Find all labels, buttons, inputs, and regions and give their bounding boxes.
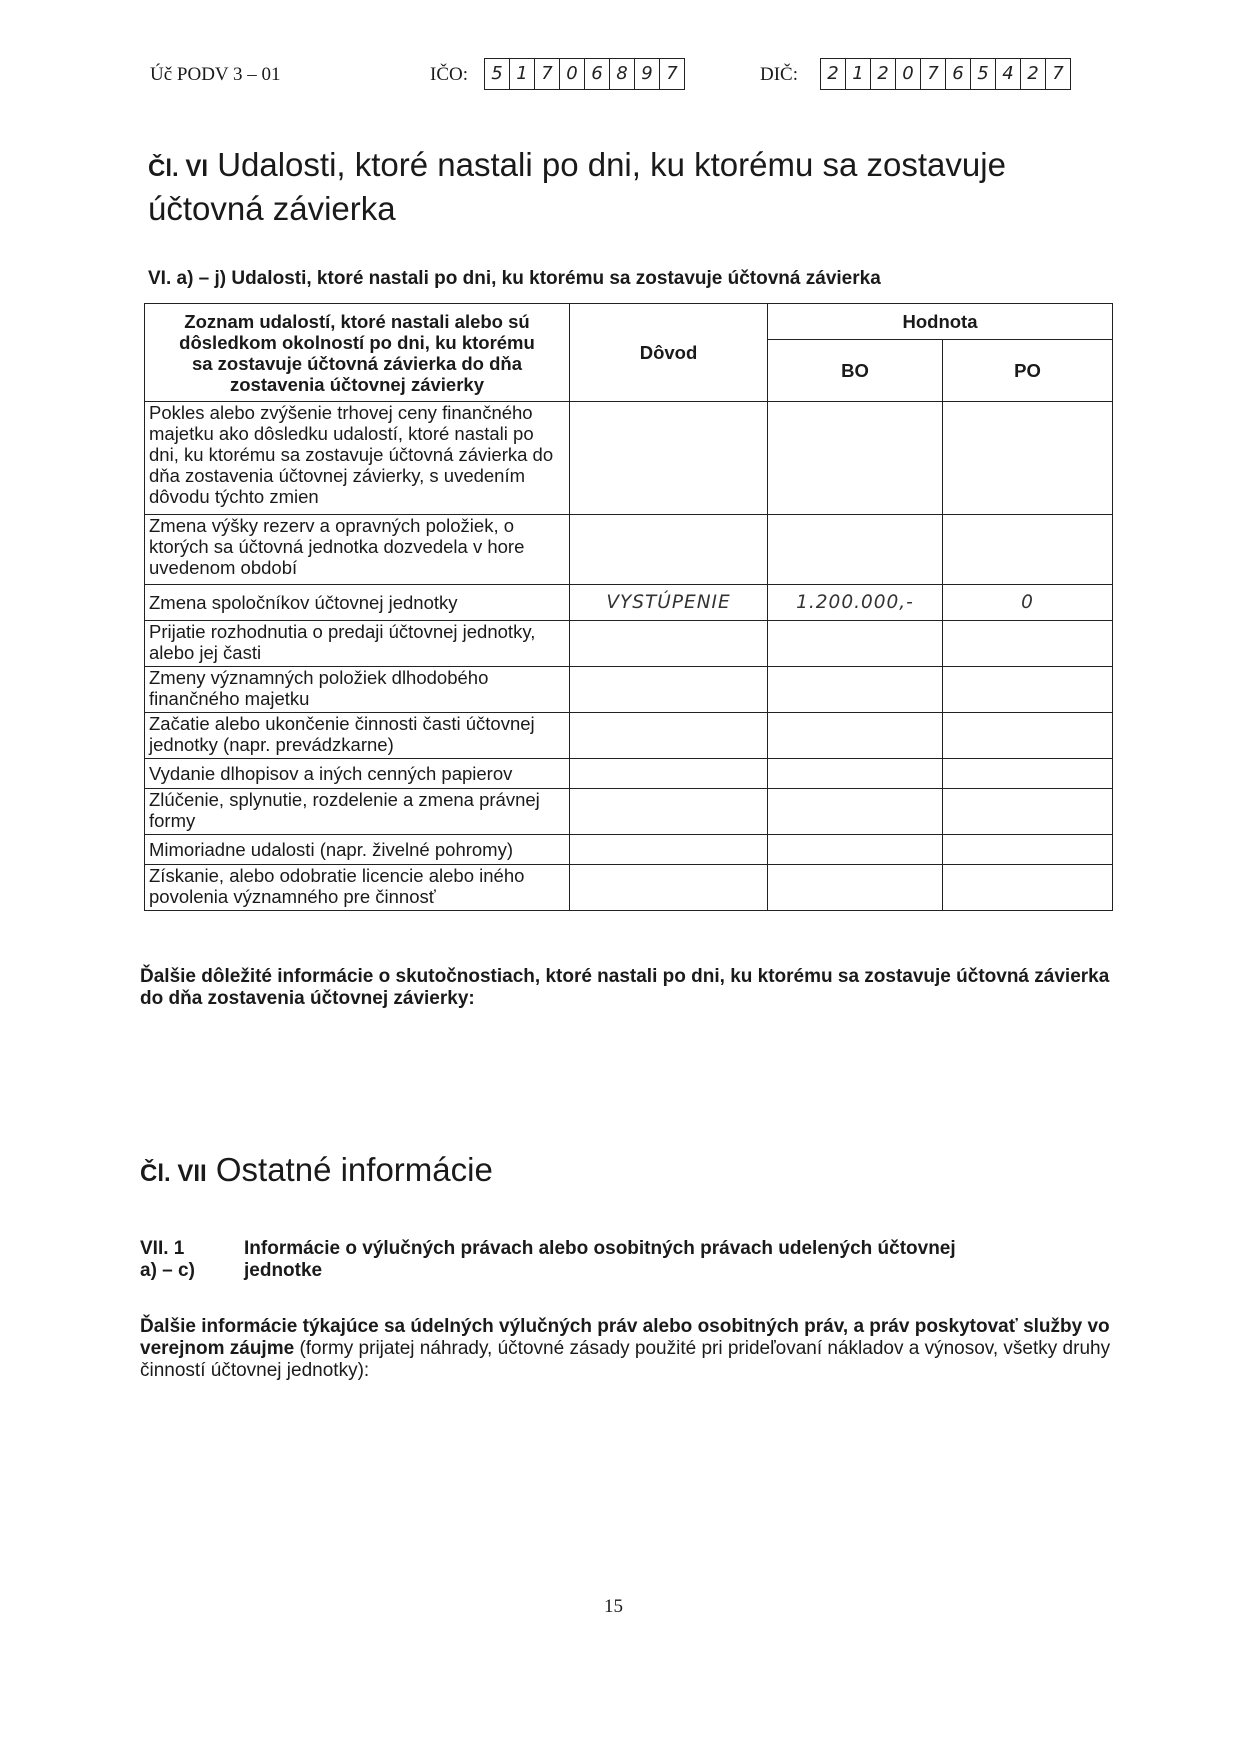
ico-digit: 8 [610, 59, 635, 89]
events-table [144, 303, 1113, 911]
section-6-title [148, 145, 1006, 229]
table-row [145, 713, 1113, 759]
section-7-title [140, 1150, 493, 1194]
dic-digit: 7 [1052, 63, 1064, 84]
po-cell [943, 865, 1113, 911]
po-cell [943, 515, 1113, 585]
reason-cell [570, 621, 768, 667]
ico-digit: 5 [485, 59, 510, 89]
po-cell [943, 621, 1113, 667]
bo-cell [768, 667, 943, 713]
event-cell: Získanie, alebo odobratie licencie alebo iného povolenia významného pre činnosť [145, 865, 570, 911]
event-cell: Začatie alebo ukončenie činnosti časti účtovnej jednotky (napr. prevádzkarne) [145, 713, 570, 759]
events-column-header: Zoznam udalostí, ktoré nastali alebo sú dôsledkom okolností po dni, ku ktorému sa zostavuje účtovná závierka do dňa zostavenia účtovnej závierky [145, 304, 570, 402]
item-title-line1: Informácie o výlučných právach alebo osobitných právach udelených účtovnej [244, 1238, 956, 1259]
reason-cell [570, 835, 768, 865]
section-6-title-line1: Udalosti, ktoré nastali po dni, ku ktorému sa zostavuje [217, 146, 1006, 183]
dic-digit: 5 [971, 59, 996, 89]
section-7-info-bold: Ďalšie informácie týkajúce sa údelných výlučných práv alebo osobitných práv, a práv poskytovať služby vo verejnom záujme [140, 1316, 1110, 1359]
table-row [145, 585, 1113, 621]
bo-cell [768, 865, 943, 911]
dic-digit: 2 [871, 59, 896, 89]
ico-digit: 9 [635, 59, 660, 89]
reason-column-header: Dôvod [570, 304, 768, 402]
table-row [145, 621, 1113, 667]
dic-digit: 6 [946, 59, 971, 89]
bo-cell [768, 789, 943, 835]
po-cell [943, 402, 1113, 515]
item-number-line1: VII. 1 [140, 1238, 185, 1259]
reason-cell [570, 667, 768, 713]
bo-cell [768, 621, 943, 667]
table-row [145, 759, 1113, 789]
event-cell: Zmena spoločníkov účtovnej jednotky [145, 585, 570, 621]
dic-digit: 7 [921, 59, 946, 89]
dic-label: DIČ: [760, 64, 798, 85]
reason-cell [570, 402, 768, 515]
ico-boxes [484, 58, 685, 90]
reason-cell [570, 759, 768, 789]
ico-digit: 0 [560, 59, 585, 89]
item-7-1-title [244, 1238, 1124, 1282]
dic-digit: 2 [821, 59, 846, 89]
item-title-line2: jednotke [244, 1260, 323, 1281]
bo-cell [768, 713, 943, 759]
reason-cell [570, 515, 768, 585]
table-row [145, 865, 1113, 911]
table-row [145, 789, 1113, 835]
bo-cell-handwritten: 1.200.000,- [768, 585, 943, 621]
bo-cell [768, 835, 943, 865]
dic-digit: 4 [996, 59, 1021, 89]
additional-info-heading: Ďalšie dôležité informácie o skutočnostiach, ktoré nastali po dni, ku ktorému sa zostavuje účtovná závierka do dňa zostavenia účtovnej závierky: [140, 966, 1110, 1009]
item-number-line2: a) – c) [140, 1260, 195, 1281]
table-row [145, 402, 1113, 515]
section-7-title-text: Ostatné informácie [215, 1151, 493, 1188]
po-cell [943, 789, 1113, 835]
reason-cell-handwritten: VYSTÚPENIE [570, 585, 768, 621]
event-cell: Pokles alebo zvýšenie trhovej ceny finančného majetku ako dôsledku udalostí, ktoré nastali po dni, ku ktorému sa zostavuje účtovná závierka do dňa zostavenia účtovnej závierky, s uvedením dôvodu týchto zmien [145, 402, 570, 515]
event-cell: Vydanie dlhopisov a iných cenných papierov [145, 759, 570, 789]
po-cell [943, 759, 1113, 789]
value-column-header: Hodnota [768, 304, 1113, 340]
bo-cell [768, 515, 943, 585]
page-number: 15 [604, 1596, 623, 1617]
document-code: Úč PODV 3 – 01 [150, 64, 281, 85]
bo-cell [768, 402, 943, 515]
bo-cell [768, 759, 943, 789]
event-cell: Zlúčenie, splynutie, rozdelenie a zmena právnej formy [145, 789, 570, 835]
event-cell: Zmeny významných položiek dlhodobého finančného majetku [145, 667, 570, 713]
section-7-info-paragraph [140, 1316, 1120, 1382]
po-cell [943, 667, 1113, 713]
ico-digit: 1 [510, 59, 535, 89]
po-cell [943, 835, 1113, 865]
reason-cell [570, 713, 768, 759]
event-cell: Mimoriadne udalosti (napr. živelné pohromy) [145, 835, 570, 865]
table-row [145, 515, 1113, 585]
dic-digit: 1 [846, 59, 871, 89]
reason-cell [570, 789, 768, 835]
section-6-title-line2: účtovná závierka [148, 190, 396, 227]
reason-cell [570, 865, 768, 911]
event-cell: Zmena výšky rezerv a opravných položiek, o ktorých sa účtovná jednotka dozvedela v hore uvedenom období [145, 515, 570, 585]
section-7-number: Čl. VII [140, 1160, 207, 1187]
dic-boxes [820, 58, 1071, 90]
dic-digit: 2 [1021, 59, 1046, 89]
ico-label: IČO: [430, 64, 468, 85]
ico-digit: 6 [585, 59, 610, 89]
ico-digit: 7 [666, 63, 678, 84]
section-6-subheading: VI. a) – j) Udalosti, ktoré nastali po dni, ku ktorému sa zostavuje účtovná závierka [148, 268, 881, 289]
item-7-1-number [140, 1238, 195, 1282]
event-cell: Prijatie rozhodnutia o predaji účtovnej jednotky, alebo jej časti [145, 621, 570, 667]
po-column-header: PO [943, 340, 1113, 402]
dic-digit: 0 [896, 59, 921, 89]
ico-digit: 7 [535, 59, 560, 89]
po-cell-handwritten: 0 [943, 585, 1113, 621]
table-row [145, 667, 1113, 713]
section-7-info-regular: (formy prijatej náhrady, účtovné zásady použité pri prideľovaní nákladov a výnosov, všetky druhy činností účtovnej jednotky): [140, 1338, 1111, 1381]
bo-column-header: BO [768, 340, 943, 402]
section-6-number: Čl. VI [148, 155, 209, 182]
table-row [145, 835, 1113, 865]
po-cell [943, 713, 1113, 759]
